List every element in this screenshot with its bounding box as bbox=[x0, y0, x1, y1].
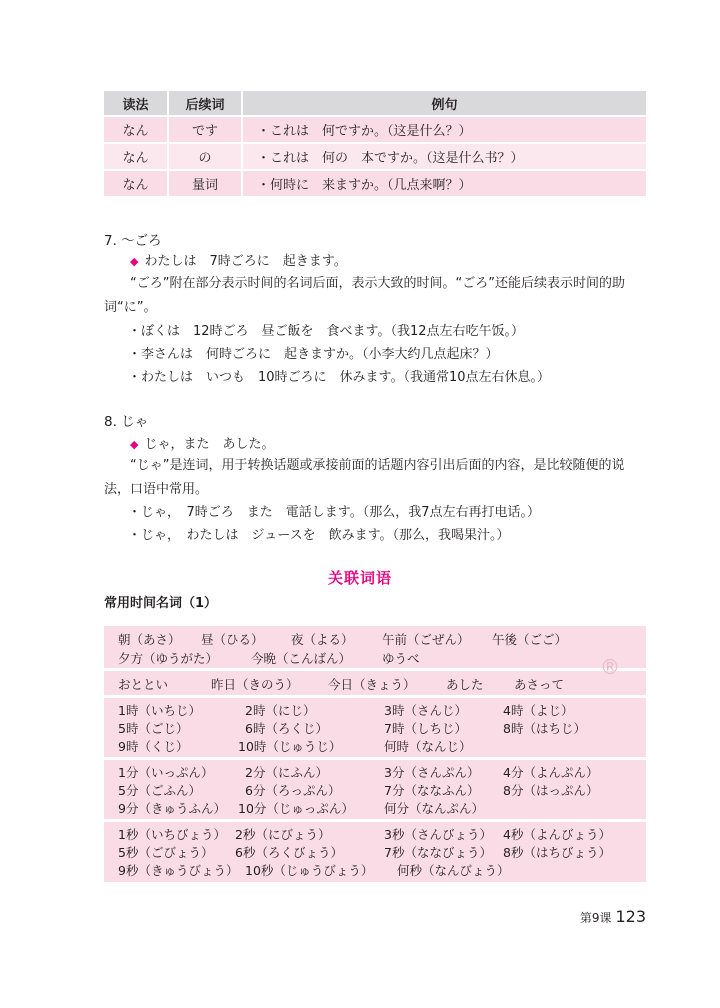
vocab-item: 1秒（いちびょう） bbox=[118, 827, 226, 842]
vocab-item: 4秒（よんびょう） bbox=[503, 827, 611, 842]
vocab-item: 3秒（さんびょう） bbox=[384, 827, 492, 842]
section-7-explanation: “ごろ”附在部分表示时间的名词后面，表示大致的时间。“ごろ”还能后续表示时间的助词“に”。 bbox=[104, 276, 625, 315]
section-8-pattern bbox=[130, 433, 274, 452]
cell-reading: なん bbox=[104, 116, 168, 143]
example-line: ・わたしは いつも 10時ごろに 休みます。（我通常10点左右休息。） bbox=[128, 370, 551, 385]
example-line: ・李さんは 何時ごろに 起きますか。（小李大约几点起床？） bbox=[128, 347, 499, 362]
lesson-label: 第9课 bbox=[579, 911, 612, 925]
vocab-item: 7分（ななふん） bbox=[384, 783, 480, 798]
column-header-example: 例句 bbox=[242, 91, 646, 116]
table-row bbox=[104, 170, 646, 197]
vocab-item: 何時（なんじ） bbox=[384, 739, 472, 754]
example-line: ・ぼくは 12時ごろ 昼ご飯を 食べます。（我12点左右吃午饭。） bbox=[128, 324, 525, 339]
vocab-item: 8時（はちじ） bbox=[503, 721, 586, 736]
vocab-group-times-of-day bbox=[104, 626, 646, 668]
vocab-item: 3分（さんぷん） bbox=[384, 765, 480, 780]
vocab-item: 5分（ごふん） bbox=[118, 783, 201, 798]
vocab-item: 今晩（こんばん） bbox=[251, 651, 352, 666]
vocab-item: 10分（じゅっぷん） bbox=[238, 801, 354, 816]
section-7-heading: 7. ～ごろ bbox=[104, 233, 162, 249]
vocab-item: 今日（きょう） bbox=[328, 677, 416, 692]
vocab-item: 1時（いちじ） bbox=[118, 703, 201, 718]
vocab-item: 4分（よんぷん） bbox=[503, 765, 599, 780]
vocab-item: 午後（ごご） bbox=[492, 632, 568, 647]
vocab-group-minutes bbox=[104, 760, 646, 819]
example-line: ・じゃ， わたしは ジュースを 飲みます。（那么，我喝果汁。） bbox=[128, 528, 510, 543]
vocab-item: 6分（ろっぷん） bbox=[245, 783, 341, 798]
vocab-item: 8秒（はちびょう） bbox=[503, 845, 611, 860]
vocab-item: 3時（さんじ） bbox=[384, 703, 467, 718]
vocab-item: 何分（なんぷん） bbox=[384, 801, 485, 816]
page-number: 123 bbox=[615, 907, 646, 926]
diamond-bullet-icon: ◆ bbox=[130, 438, 139, 451]
grammar-table bbox=[104, 91, 646, 198]
table-row bbox=[104, 116, 646, 143]
vocab-item: おととい bbox=[118, 677, 169, 692]
vocab-item: 2秒（にびょう） bbox=[235, 827, 331, 842]
section-7-pattern bbox=[130, 250, 347, 269]
section-8-heading: 8. じゃ bbox=[104, 414, 149, 430]
vocab-item: 何秒（なんびょう） bbox=[397, 863, 510, 878]
vocab-item: 1分（いっぷん） bbox=[118, 765, 214, 780]
vocab-item: 10秒（じゅうびょう） bbox=[245, 863, 374, 878]
vocab-item: 9時（くじ） bbox=[118, 739, 189, 754]
vocab-item: 7秒（ななびょう） bbox=[384, 845, 492, 860]
column-header-following: 后续词 bbox=[168, 91, 242, 116]
vocab-item: 2時（にじ） bbox=[245, 703, 316, 718]
vocab-item: 昨日（きのう） bbox=[211, 677, 299, 692]
example-line: ・じゃ， 7時ごろ また 電話します。（那么，我7点左右再打电话。） bbox=[128, 505, 541, 520]
cell-example: ・これは 何の 本ですか。（这是什么书？） bbox=[242, 143, 646, 170]
table-row bbox=[104, 143, 646, 170]
cell-reading: なん bbox=[104, 143, 168, 170]
cell-following: の bbox=[168, 143, 242, 170]
vocab-item: ゆうべ bbox=[382, 651, 420, 666]
cell-reading: なん bbox=[104, 170, 168, 197]
vocab-item: 8分（はっぷん） bbox=[503, 783, 599, 798]
vocab-item: 5時（ごじ） bbox=[118, 721, 189, 736]
vocab-item: 4時（よじ） bbox=[503, 703, 574, 718]
watermark-registered-mark: ® bbox=[600, 655, 620, 679]
table-header-row bbox=[104, 91, 646, 116]
vocab-item: 夕方（ゆうがた） bbox=[118, 651, 219, 666]
vocab-item: 10時（じゅうじ） bbox=[238, 739, 342, 754]
vocab-item: 9分（きゅうふん） bbox=[118, 801, 226, 816]
vocab-item: 9秒（きゅうびょう） bbox=[118, 863, 239, 878]
vocab-item: 夜（よる） bbox=[291, 632, 354, 647]
cell-example: ・何時に 来ますか。（几点来啊？） bbox=[242, 170, 646, 197]
pattern-text: わたしは 7時ごろに 起きます。 bbox=[144, 254, 347, 269]
column-header-reading: 读法 bbox=[104, 91, 168, 116]
cell-following: です bbox=[168, 116, 242, 143]
vocab-item: 7時（しちじ） bbox=[384, 721, 467, 736]
vocab-item: 午前（ごぜん） bbox=[382, 632, 470, 647]
diamond-bullet-icon: ◆ bbox=[130, 255, 139, 268]
vocab-item: 昼（ひる） bbox=[201, 632, 264, 647]
cell-following: 量词 bbox=[168, 170, 242, 197]
page-footer bbox=[580, 907, 646, 926]
vocab-item: あした bbox=[446, 677, 484, 692]
vocab-group-hours bbox=[104, 698, 646, 757]
vocab-item: 朝（あさ） bbox=[118, 632, 181, 647]
vocab-group-days bbox=[104, 671, 646, 695]
time-nouns-subtitle: 常用时间名词（1） bbox=[104, 596, 218, 611]
section-8-explanation: “じゃ”是连词，用于转换话题或承接前面的话题内容引出后面的内容，是比较随便的说法，口语中常用。 bbox=[104, 458, 625, 497]
vocab-item: 2分（にふん） bbox=[245, 765, 328, 780]
vocab-item: 6時（ろくじ） bbox=[245, 721, 328, 736]
vocab-item: 6秒（ろくびょう） bbox=[235, 845, 343, 860]
cell-example: ・これは 何ですか。（这是什么？） bbox=[242, 116, 646, 143]
vocab-item: あさって bbox=[514, 677, 565, 692]
pattern-text: じゃ，また あした。 bbox=[144, 437, 275, 452]
related-words-title: 关联词语 bbox=[327, 569, 392, 587]
vocab-group-seconds bbox=[104, 822, 646, 882]
vocab-item: 5秒（ごびょう） bbox=[118, 845, 214, 860]
